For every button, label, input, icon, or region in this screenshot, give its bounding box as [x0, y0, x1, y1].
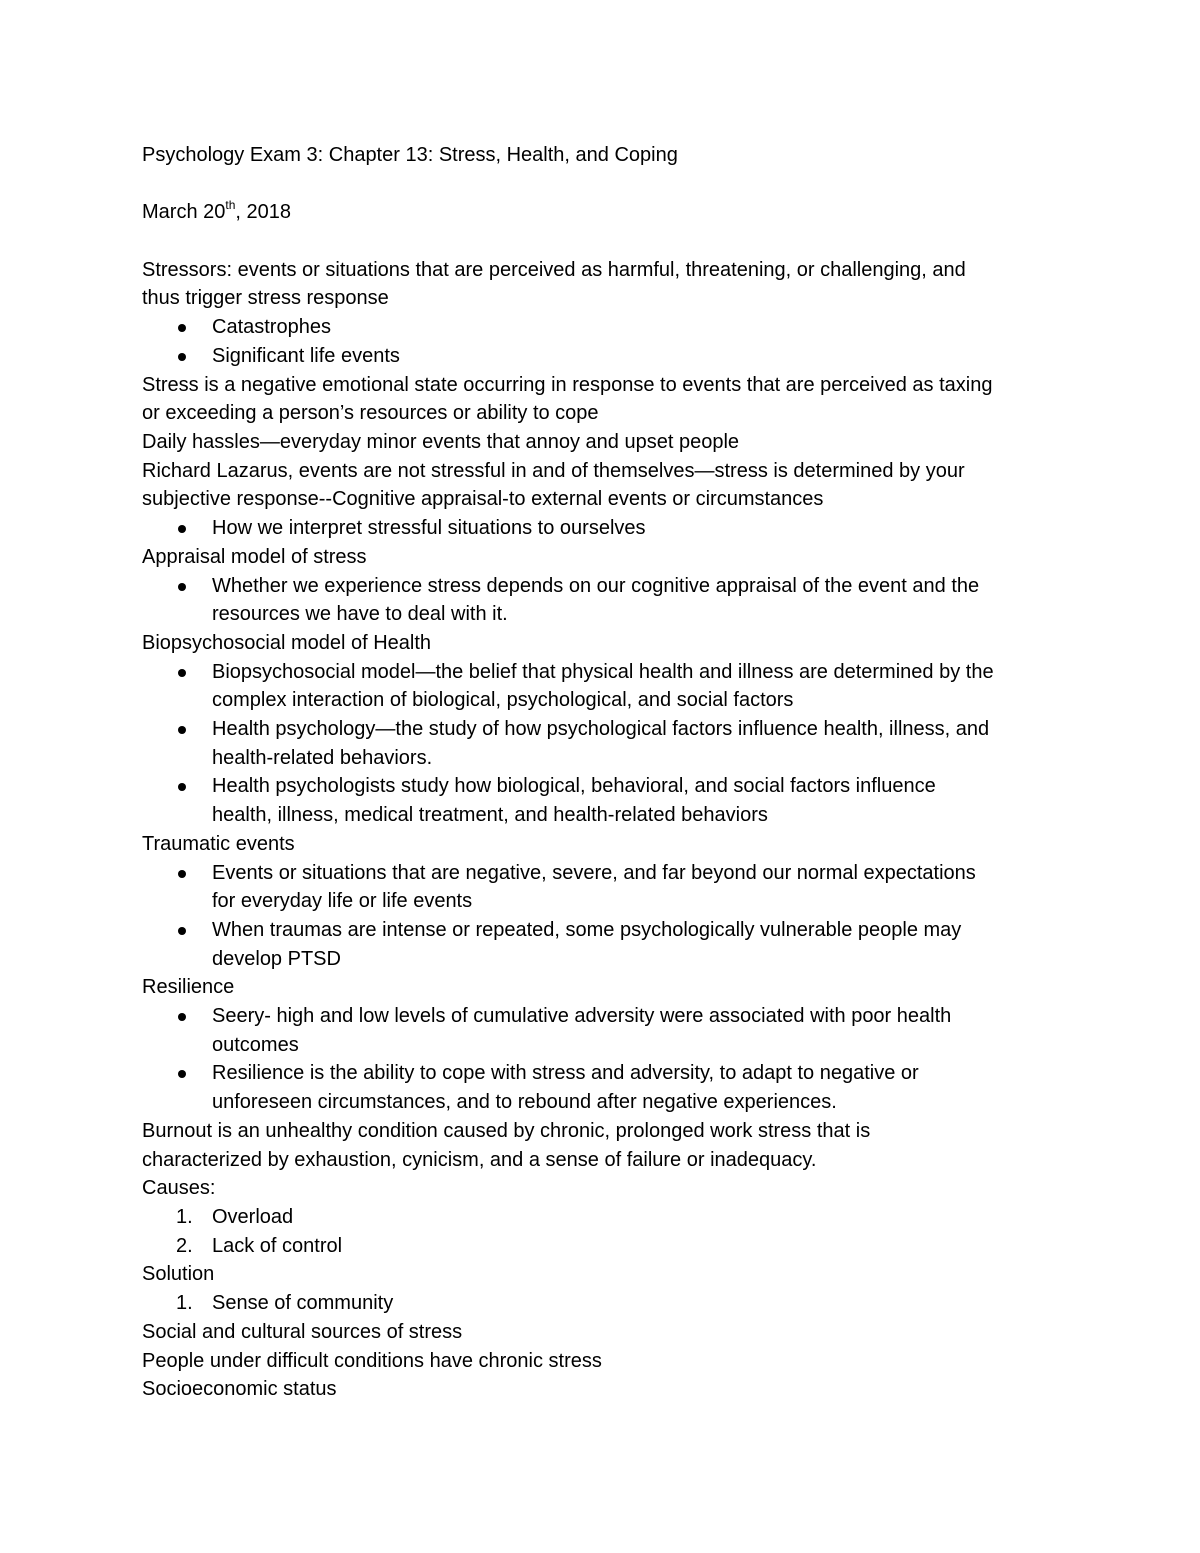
list-item — [142, 1059, 1072, 1116]
list-item — [142, 342, 1072, 371]
list-item-text: Lack of control — [212, 1234, 343, 1257]
list-number: 2. — [176, 1234, 193, 1257]
bullet-icon — [178, 583, 186, 591]
list-item-text: Significant life events — [212, 344, 400, 367]
burnout-line-1: Burnout is an unhealthy condition caused by chronic, prolonged work stress that is — [142, 1119, 871, 1142]
stressors-definition-line-1: Stressors: events or situations that are perceived as harmful, threatening, or challenging, and — [142, 258, 966, 281]
list-item-text: Biopsychosocial model—the belief that physical health and illness are determined by the — [212, 660, 994, 683]
list-item — [142, 715, 1072, 772]
date-main: March 20 — [142, 201, 226, 224]
stressors-definition-line-2: thus trigger stress response — [142, 287, 389, 310]
numbered-item — [142, 1232, 1072, 1261]
solution-heading: Solution — [142, 1263, 215, 1286]
social-cultural-sources: Social and cultural sources of stress — [142, 1320, 463, 1343]
list-item — [142, 1002, 1072, 1059]
list-item — [142, 859, 1072, 916]
list-item — [142, 572, 1072, 629]
bullet-icon — [178, 525, 186, 533]
bullet-icon — [178, 1013, 186, 1021]
lazarus-line-2: subjective response--Cognitive appraisal-to external events or circumstances — [142, 488, 824, 511]
list-item — [142, 658, 1072, 715]
list-item-text: How we interpret stressful situations to ourselves — [212, 517, 646, 540]
list-item-text: Events or situations that are negative, severe, and far beyond our normal expectations — [212, 861, 976, 884]
numbered-item — [142, 1203, 1072, 1232]
list-number: 1. — [176, 1205, 193, 1228]
document-page — [142, 141, 1072, 1404]
list-item-text: Resilience is the ability to cope with stress and adversity, to adapt to negative or — [212, 1062, 919, 1085]
bullet-icon — [178, 927, 186, 935]
list-item-text: Health psychology—the study of how psychological factors influence health, illness, and — [212, 718, 990, 741]
bullet-icon — [178, 669, 186, 677]
stress-definition-line-2: or exceeding a person’s resources or ability to cope — [142, 402, 599, 425]
difficult-conditions: People under difficult conditions have chronic stress — [142, 1349, 602, 1372]
list-item-text: Overload — [212, 1205, 294, 1228]
list-item-text: unforeseen circumstances, and to rebound after negative experiences. — [212, 1091, 837, 1114]
list-item — [142, 916, 1072, 973]
list-item-text: Whether we experience stress depends on our cognitive appraisal of the event and the — [212, 574, 980, 597]
bullet-icon — [178, 870, 186, 878]
socioeconomic-status: Socioeconomic status — [142, 1378, 337, 1401]
list-item-text: Health psychologists study how biological, behavioral, and social factors influence — [212, 775, 936, 798]
list-item-text: When traumas are intense or repeated, some psychologically vulnerable people may — [212, 918, 962, 941]
spacer — [142, 227, 1072, 256]
bullet-icon — [178, 324, 186, 332]
daily-hassles: Daily hassles—everyday minor events that annoy and upset people — [142, 431, 740, 453]
list-item-text: complex interaction of biological, psychological, and social factors — [212, 689, 794, 712]
bullet-icon — [178, 353, 186, 361]
list-item-text: Seery- high and low levels of cumulative adversity were associated with poor health — [212, 1005, 952, 1028]
burnout-line-2: characterized by exhaustion, cynicism, and a sense of failure or inadequacy. — [142, 1148, 817, 1171]
list-item-text: develop PTSD — [212, 947, 341, 970]
list-item-text: Catastrophes — [212, 316, 331, 339]
document-title: Psychology Exam 3: Chapter 13: Stress, Health, and Coping — [142, 144, 678, 166]
list-item-text: for everyday life or life events — [212, 890, 473, 913]
list-number: 1. — [176, 1292, 193, 1315]
lazarus-line-1: Richard Lazarus, events are not stressful in and of themselves—stress is determined by your — [142, 459, 965, 482]
stress-definition-line-1: Stress is a negative emotional state occurring in response to events that are perceived as taxing — [142, 373, 993, 396]
resilience-heading: Resilience — [142, 976, 235, 999]
list-item-text: health, illness, medical treatment, and health-related behaviors — [212, 804, 768, 827]
list-item — [142, 514, 1072, 543]
list-item-text: resources we have to deal with it. — [212, 603, 508, 626]
list-item — [142, 772, 1072, 829]
list-item-text: Sense of community — [212, 1292, 394, 1315]
document-date — [142, 198, 1072, 227]
list-item-text: outcomes — [212, 1033, 299, 1056]
list-item — [142, 313, 1072, 342]
date-suffix: th — [225, 197, 236, 212]
causes-heading: Causes: — [142, 1177, 216, 1200]
bullet-icon — [178, 1070, 186, 1078]
date-year: , 2018 — [235, 201, 291, 224]
list-item-text: health-related behaviors. — [212, 746, 433, 769]
numbered-item — [142, 1289, 1072, 1318]
bullet-icon — [178, 783, 186, 791]
spacer — [142, 170, 1072, 199]
traumatic-events-heading: Traumatic events — [142, 832, 295, 855]
bullet-icon — [178, 726, 186, 734]
appraisal-heading: Appraisal model of stress — [142, 545, 367, 568]
biopsychosocial-heading: Biopsychosocial model of Health — [142, 631, 432, 654]
